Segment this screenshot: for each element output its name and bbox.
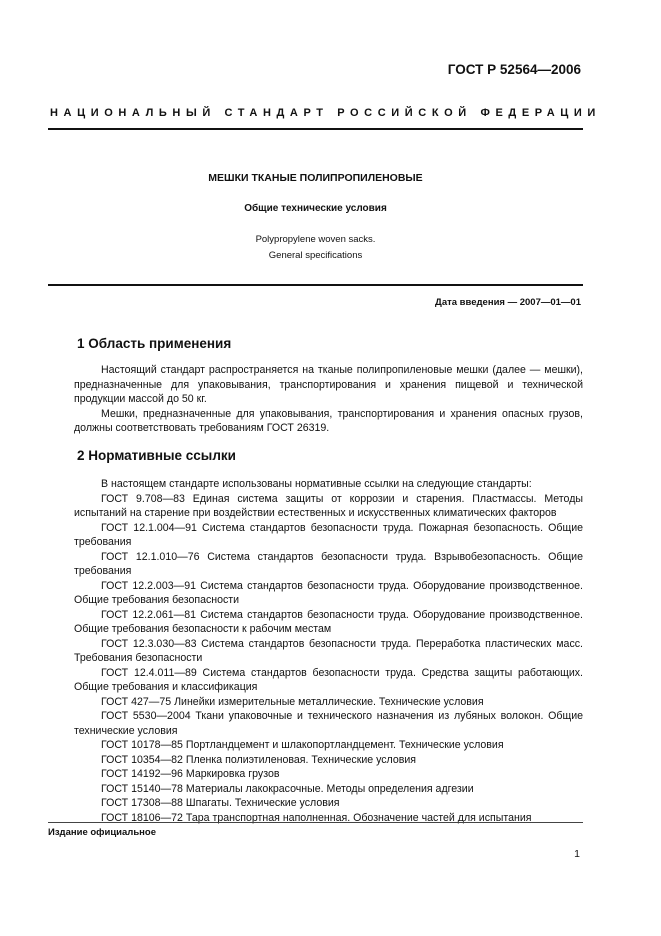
national-standard-banner: НАЦИОНАЛЬНЫЙ СТАНДАРТ РОССИЙСКОЙ ФЕДЕРАЦИИ bbox=[50, 107, 601, 119]
top-divider bbox=[48, 128, 583, 130]
reference-item: ГОСТ 10178—85 Портландцемент и шлакопортландцемент. Технические условия bbox=[101, 739, 504, 751]
reference-item: ГОСТ 10354—82 Пленка полиэтиленовая. Технические условия bbox=[101, 753, 417, 766]
section-1-body bbox=[74, 363, 583, 436]
page-number: 1 bbox=[574, 848, 580, 860]
reference-item: ГОСТ 14192—96 Маркировка грузов bbox=[101, 768, 280, 780]
section-1-paragraph: Настоящий стандарт распространяется на тканые полипропиленовые мешки (далее — мешки), предназначенные для упаковывания, транспортирования и хранения пищевой и технической продукции массой до 50 кг. bbox=[74, 364, 583, 405]
reference-item: ГОСТ 9.708—83 Единая система защиты от коррозии и старения. Пластмассы. Методы испытаний на старение при воздействии естественных и искусственных климатических факторов bbox=[74, 492, 583, 519]
reference-item: ГОСТ 12.4.011—89 Система стандартов безопасности труда. Средства защиты работающих. Общие требования и классификация bbox=[74, 666, 583, 693]
english-title-line-1: Polypropylene woven sacks. bbox=[255, 234, 376, 245]
document-title: МЕШКИ ТКАНЫЕ ПОЛИПРОПИЛЕНОВЫЕ bbox=[208, 172, 423, 184]
section-1-heading: 1 Область применения bbox=[77, 336, 232, 351]
normative-references-list bbox=[74, 492, 583, 826]
reference-item: ГОСТ 12.1.010—76 Система стандартов безопасности труда. Взрывобезопасность. Общие требования bbox=[74, 550, 583, 577]
reference-item: ГОСТ 12.2.003—91 Система стандартов безопасности труда. Оборудование производственное. Общие требования безопасности bbox=[74, 579, 583, 606]
reference-item: ГОСТ 18106—72 Тара транспортная наполненная. Обозначение частей для испытания bbox=[101, 811, 532, 824]
reference-item: ГОСТ 5530—2004 Ткани упаковочные и технического назначения из лубяных волокон. Общие технические условия bbox=[74, 710, 583, 737]
reference-item: ГОСТ 12.3.030—83 Система стандартов безопасности труда. Переработка пластических масс. Требования безопасности bbox=[74, 637, 583, 664]
english-title bbox=[48, 232, 583, 264]
introduction-date: Дата введения — 2007—01—01 bbox=[435, 297, 581, 308]
section-1-paragraph: Мешки, предназначенные для упаковывания, транспортирования и хранения опасных грузов, должны соответствовать требованиям ГОСТ 26319. bbox=[74, 407, 583, 434]
title-divider bbox=[48, 284, 583, 286]
document-code: ГОСТ Р 52564—2006 bbox=[447, 62, 581, 77]
section-2-body bbox=[74, 477, 583, 825]
official-edition-label: Издание официальное bbox=[48, 827, 156, 838]
footer-divider bbox=[48, 822, 583, 823]
reference-item: ГОСТ 12.1.004—91 Система стандартов безопасности труда. Пожарная безопасность. Общие требования bbox=[74, 521, 583, 548]
section-2-heading: 2 Нормативные ссылки bbox=[77, 448, 236, 463]
reference-item: ГОСТ 12.2.061—81 Система стандартов безопасности труда. Оборудование производственное. Общие требования безопасности к рабочим местам bbox=[74, 608, 583, 635]
reference-item: ГОСТ 427—75 Линейки измерительные металлические. Технические условия bbox=[101, 695, 484, 708]
document-subtitle: Общие технические условия bbox=[244, 203, 387, 214]
reference-item: ГОСТ 15140—78 Материалы лакокрасочные. Методы определения адгезии bbox=[101, 782, 474, 795]
reference-item: ГОСТ 17308—88 Шпагаты. Технические условия bbox=[101, 797, 340, 809]
english-title-line-2: General specifications bbox=[268, 250, 363, 261]
section-2-intro: В настоящем стандарте использованы нормативные ссылки на следующие стандарты: bbox=[101, 478, 532, 490]
